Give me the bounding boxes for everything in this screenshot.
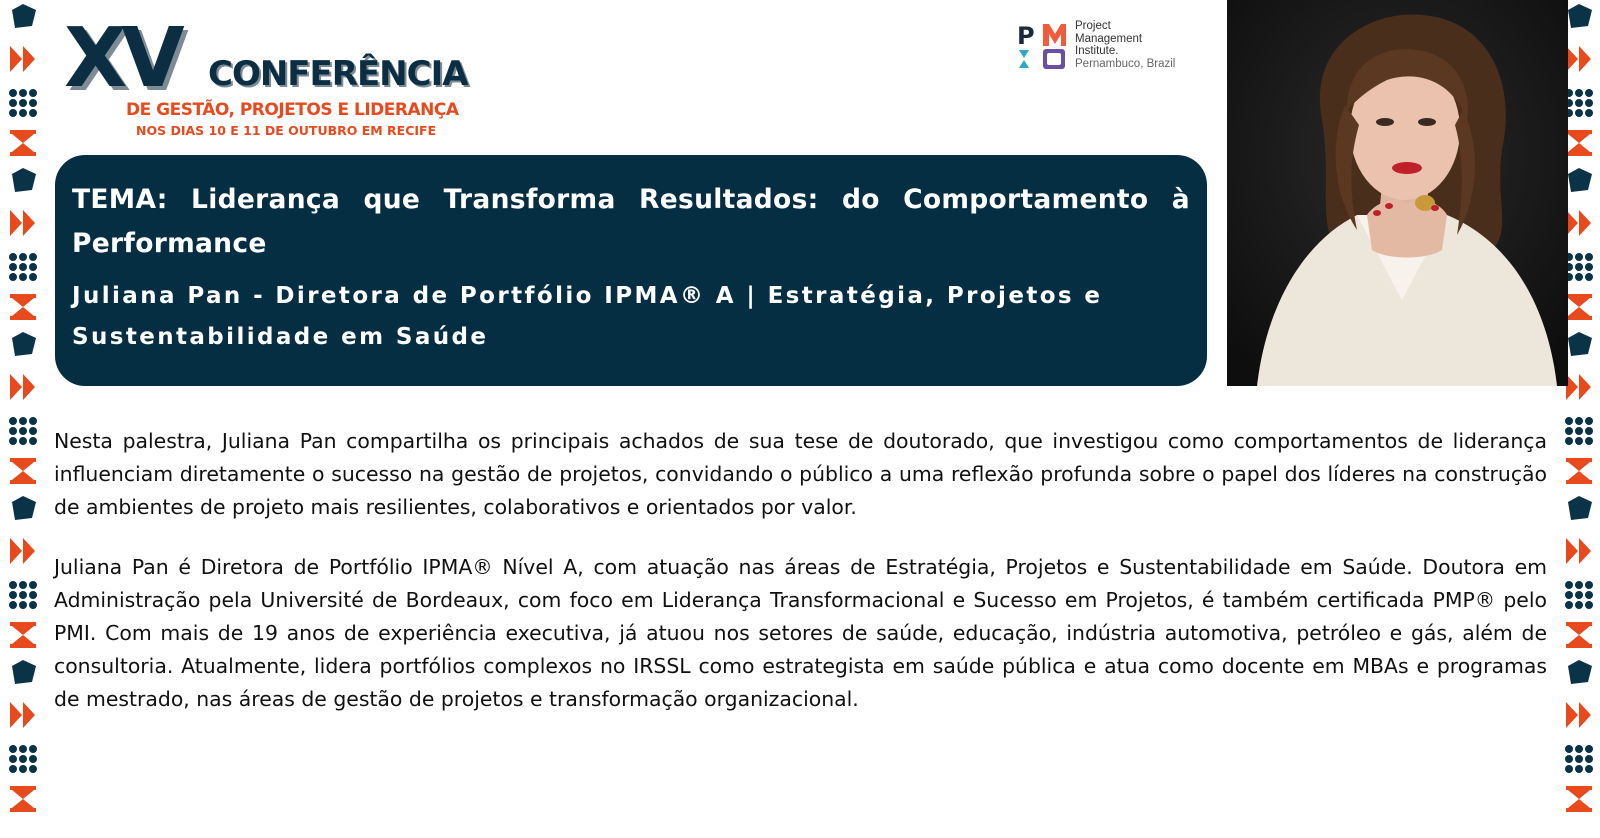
svg-text:P: P [1017,22,1035,50]
left-decoration-strip [6,0,40,838]
speaker-title: Juliana Pan - Diretora de Portfólio IPMA® A | Estratégia, Projetos e Sustentabilidade em Saúde [72,283,1103,350]
pmi-line: Institute. [1075,45,1119,57]
speaker-bio: Juliana Pan é Diretora de Portfólio IPMA® Nível A, com atuação nas áreas de Estratégia, Projetos e Sustentabilidade em Saúde. Doutora em Administração pela Université de Bordeaux, com foco em Liderança Transformacional e Sucesso em Projetos, é também certificada PMP® pelo PMI. Com mais de 19 anos de experiência executiva, já atuou nos setores de saúde, educação, indústria automotiva, petróleo e gás, além de consultoria. Atualmente, lidera portfólios complexos no IRSSL como estrategista em saúde pública e atua como docente em MBAs e programas de mestrado, nas áreas de gestão de projetos e transformação organizacional. [54,555,1547,711]
pmi-logo [1017,20,1187,72]
pmi-line: Project [1075,20,1111,32]
logo-edition: XV [64,11,179,106]
talk-theme: TEMA: Liderança que Transforma Resultados: do Comportamento à Performance [72,184,1190,259]
logo-title: CONFERÊNCIA [208,54,468,94]
pmi-mark-icon [1017,22,1067,70]
event-dates: NOS DIAS 10 E 11 DE OUTUBRO EM RECIFE [136,123,437,138]
speaker-photo [1227,0,1568,386]
talk-description: Nesta palestra, Juliana Pan compartilha os principais achados de sua tese de doutorado, que investigou como comportamentos de liderança influenciam diretamente o sucesso na gestão de projetos, convidando o público a uma reflexão profunda sobre o papel dos líderes na construção de ambientes de projeto mais resilientes, colaborativos e orientados por valor. [54,429,1547,519]
pmi-chapter: Pernambuco, Brazil [1075,57,1176,70]
logo-subtitle: DE GESTÃO, PROJETOS E LIDERANÇA [126,100,459,120]
topic-banner [55,155,1207,386]
pmi-wordmark [1075,20,1175,70]
pmi-line: Management [1075,32,1143,45]
